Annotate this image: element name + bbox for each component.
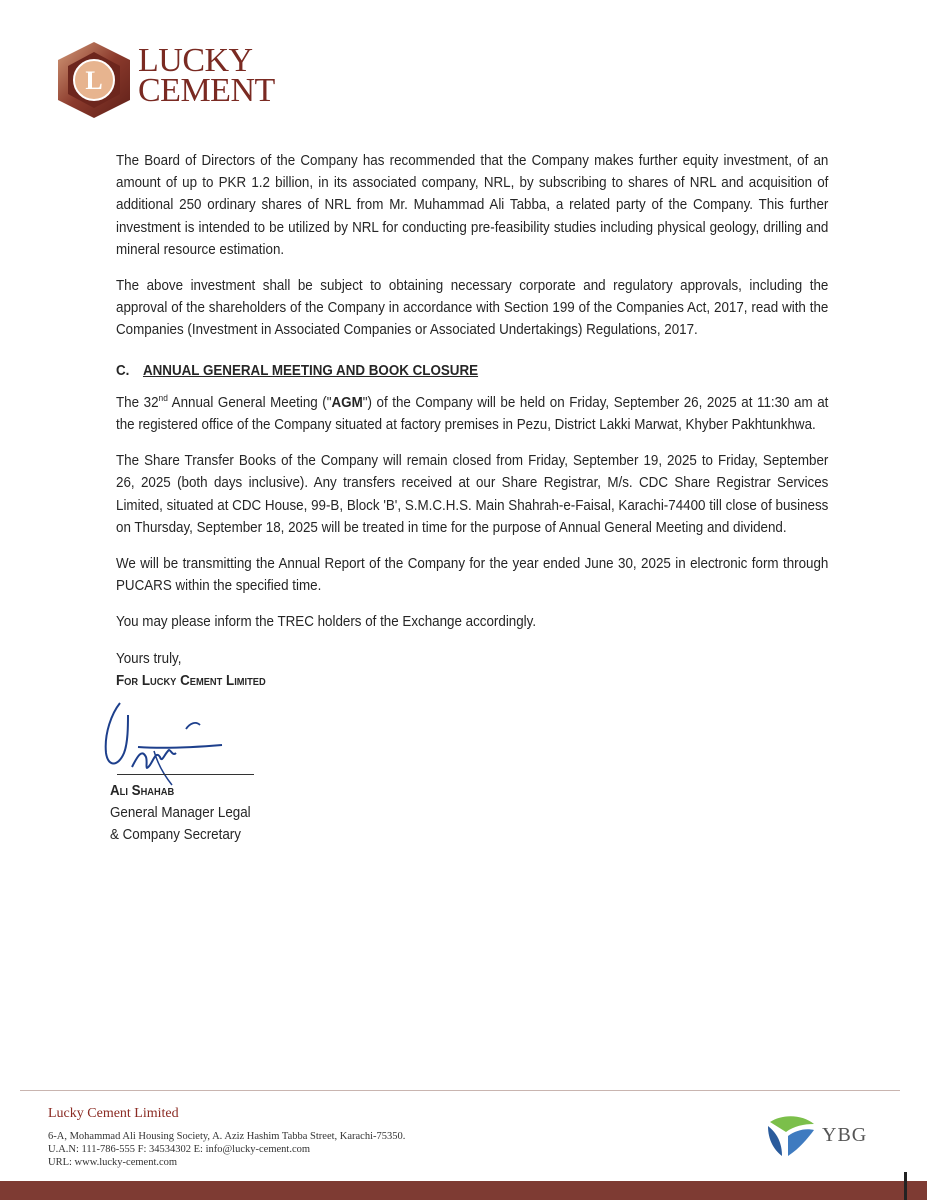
ybg-wordmark: YBG <box>822 1124 868 1146</box>
logo-wordmark: LUCKY CEMENT <box>138 42 275 109</box>
signer-block <box>110 780 251 846</box>
paragraph-investment: The Board of Directors of the Company has recommended that the Company makes further equity investment, of an amount of up to PKR 1.2 billion, in its associated company, NRL, by subscribing to shares of NRL and acquisition of additional 250 ordinary shares of NRL from Mr. Muhammad Ali Tabba, a related party of the Company. This further investment is intended to be utilized by NRL for conducting pre-feasibility studies including physical geology, drilling and mineral resource estimation. <box>116 153 829 258</box>
section-letter: C. <box>116 362 130 379</box>
closing-block <box>116 648 828 692</box>
signer-title: General Manager Legal <box>110 805 251 821</box>
footer-url[interactable]: URL: www.lucky-cement.com <box>48 1157 178 1168</box>
paragraph-agm: The 32nd Annual General Meeting ("AGM") of the Company will be held on Friday, September 26, 2025 at 11:30 am at the registered office of the Company situated at factory premises in Pezu, District Lakki Marwat, Khyber Pakhtunkhwa. <box>116 393 829 434</box>
paragraph-book-closure: The Share Transfer Books of the Company will remain closed from Friday, September 19, 2025 to Friday, September 26, 2025 (both days inclusive). Any transfers received at our Share Registrar, M/s. CDC Share Registrar Services Limited, situated at CDC House, 99-B, Block 'B', S.M.C.H.S. Main Shahrah-e-Faisal, Karachi-74400 till close of business on Thursday, September 18, 2025 will be treated in time for the purpose of Annual General Meeting and dividend. <box>116 453 829 536</box>
for-company: For Lucky Cement Limited <box>116 672 266 689</box>
handwritten-signature <box>98 695 258 790</box>
paragraph-approvals: The above investment shall be subject to obtaining necessary corporate and regulatory approvals, including the approval of the shareholders of the Company in accordance with Section 199 of the Companies Act, 2017, read with the Companies (Investment in Associated Companies or Associated Undertakings) Regulations, 2017. <box>116 278 829 339</box>
signer-title-2: & Company Secretary <box>110 827 241 843</box>
lucky-cement-logo <box>52 38 292 123</box>
footer-contact-block <box>48 1130 405 1169</box>
footer-band <box>0 1181 927 1200</box>
scan-edge-mark <box>904 1172 907 1200</box>
footer-divider <box>20 1090 900 1091</box>
section-heading <box>116 360 828 382</box>
signature-line <box>117 774 254 775</box>
signer-name: Ali Shahab <box>110 783 175 799</box>
letter-body <box>116 150 828 692</box>
paragraph-inform: You may please inform the TREC holders of the Exchange accordingly. <box>116 614 537 631</box>
footer-contact: U.A.N: 111-786-555 F: 34534302 E: info@lucky-cement.com <box>48 1144 311 1155</box>
svg-text:L: L <box>85 66 103 95</box>
hexagon-logo-icon <box>52 38 136 122</box>
footer-address: 6-A, Mohammad Ali Housing Society, A. Aziz Hashim Tabba Street, Karachi-75350. <box>48 1131 406 1142</box>
salutation: Yours truly, <box>116 650 182 667</box>
section-title: ANNUAL GENERAL MEETING AND BOOK CLOSURE <box>142 362 479 379</box>
footer-company-name: Lucky Cement Limited <box>48 1106 179 1121</box>
paragraph-annual-report: We will be transmitting the Annual Report of the Company for the year ended June 30, 2025 in electronic form through PUCARS within the specified time. <box>116 556 829 595</box>
